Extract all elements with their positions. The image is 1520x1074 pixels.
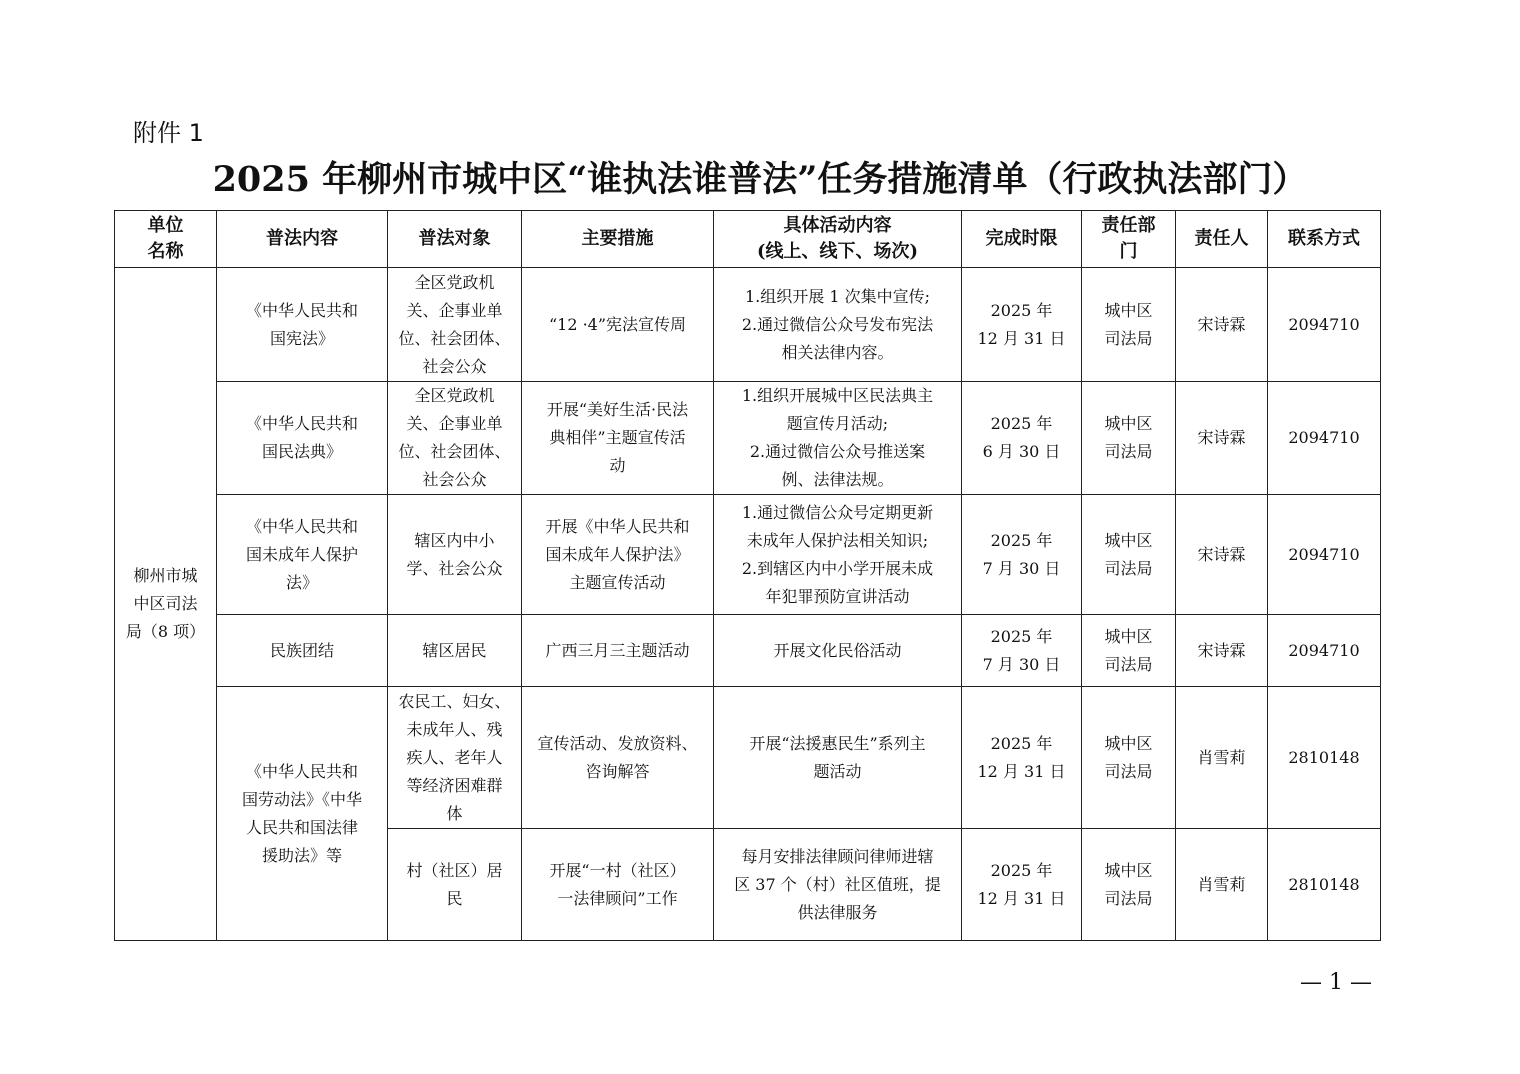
person-cell: 宋诗霖 bbox=[1176, 382, 1268, 495]
task-table bbox=[114, 210, 1381, 941]
target-cell-line: 疾人、老年人 bbox=[406, 747, 503, 767]
page-number: — 1 — bbox=[1300, 970, 1372, 995]
measures-cell bbox=[522, 382, 714, 495]
dept-cell bbox=[1082, 687, 1176, 829]
content-cell bbox=[217, 268, 388, 382]
header-row bbox=[115, 211, 1381, 268]
content-cell-line: 人民共和国法律 bbox=[245, 817, 358, 837]
person-cell: 宋诗霖 bbox=[1176, 495, 1268, 615]
activity-cell bbox=[714, 687, 962, 829]
dept-cell-line: 司法局 bbox=[1104, 654, 1153, 674]
target-cell-line: 辖区居民 bbox=[422, 640, 487, 660]
activity-cell-line: 开展“法援惠民生”系列主 bbox=[749, 733, 926, 753]
activity-cell bbox=[714, 615, 962, 687]
deadline-cell bbox=[962, 495, 1082, 615]
measures-cell bbox=[522, 495, 714, 615]
measures-cell-line: 国未成年人保护法》 bbox=[545, 544, 690, 564]
target-cell-line: 村（社区）居 bbox=[406, 860, 503, 880]
person-cell: 宋诗霖 bbox=[1176, 268, 1268, 382]
activity-cell bbox=[714, 495, 962, 615]
measures-cell-line: 动 bbox=[609, 456, 626, 475]
header-content: 普法内容 bbox=[217, 211, 388, 268]
measures-cell bbox=[522, 268, 714, 382]
measures-cell bbox=[522, 687, 714, 829]
activity-cell-line: 1.通过微信公众号定期更新 bbox=[741, 502, 934, 522]
deadline-cell-line: 7 月 30 日 bbox=[982, 654, 1061, 674]
content-cell bbox=[217, 687, 388, 941]
table-row bbox=[115, 268, 1381, 382]
unit-cell-line: 局（8 项） bbox=[125, 622, 206, 641]
dept-cell bbox=[1082, 382, 1176, 495]
person-cell: 宋诗霖 bbox=[1176, 615, 1268, 687]
deadline-cell bbox=[962, 382, 1082, 495]
deadline-cell-line: 6 月 30 日 bbox=[982, 442, 1061, 461]
dept-cell-line: 城中区 bbox=[1104, 626, 1153, 646]
measures-cell-line: 开展《中华人民共和 bbox=[545, 516, 690, 536]
dept-cell bbox=[1082, 829, 1176, 941]
content-cell bbox=[217, 615, 388, 687]
measures-cell-line: 宣传活动、发放资料、 bbox=[537, 733, 698, 753]
header-activity: 具体活动内容 (线上、线下、场次) bbox=[714, 211, 962, 268]
target-cell-line: 关、企事业单 bbox=[406, 414, 503, 433]
header-measures: 主要措施 bbox=[522, 211, 714, 268]
target-cell-line: 全区党政机 bbox=[414, 272, 495, 292]
target-cell bbox=[388, 615, 522, 687]
target-cell-line: 农民工、妇女、 bbox=[398, 691, 511, 711]
measures-cell-line: 开展“一村（社区） bbox=[549, 860, 686, 880]
target-cell bbox=[388, 495, 522, 615]
content-cell bbox=[217, 495, 388, 615]
deadline-cell-line: 12 月 31 日 bbox=[977, 761, 1066, 781]
content-cell-line: 法》 bbox=[285, 572, 318, 592]
header-unit: 单位 名称 bbox=[115, 211, 217, 268]
deadline-cell-line: 2025 年 bbox=[990, 733, 1053, 753]
activity-cell-line: 2.通过微信公众号发布宪法 bbox=[741, 314, 934, 334]
activity-cell-line: 区 37 个（村）社区值班，提 bbox=[734, 874, 941, 894]
dept-cell-line: 城中区 bbox=[1104, 860, 1153, 880]
content-cell-line: 《中华人民共和 bbox=[245, 414, 358, 433]
table-row bbox=[115, 687, 1381, 829]
unit-cell bbox=[115, 268, 217, 941]
activity-cell-line: 1.组织开展城中区民法典主 bbox=[741, 386, 934, 405]
header-dept: 责任部 门 bbox=[1082, 211, 1176, 268]
dept-cell bbox=[1082, 615, 1176, 687]
target-cell-line: 辖区内中小 bbox=[414, 530, 495, 550]
deadline-cell-line: 2025 年 bbox=[990, 860, 1053, 880]
target-cell bbox=[388, 687, 522, 829]
target-cell bbox=[388, 829, 522, 941]
person-cell: 肖雪莉 bbox=[1176, 687, 1268, 829]
target-cell-line: 全区党政机 bbox=[414, 386, 495, 405]
dept-cell-line: 城中区 bbox=[1104, 414, 1153, 433]
attachment-label: 附件 1 bbox=[133, 119, 204, 147]
measures-cell-line: 一法律顾问”工作 bbox=[557, 888, 678, 908]
target-cell-line: 未成年人、残 bbox=[406, 719, 503, 739]
target-cell-line: 学、社会公众 bbox=[406, 558, 503, 578]
measures-cell-line: 主题宣传活动 bbox=[569, 572, 666, 592]
deadline-cell-line: 7 月 30 日 bbox=[982, 558, 1061, 578]
dept-cell-line: 司法局 bbox=[1104, 761, 1153, 781]
content-cell-line: 国劳动法》《中华 bbox=[241, 789, 362, 809]
measures-cell-line: 咨询解答 bbox=[585, 761, 650, 781]
activity-cell-line: 相关法律内容。 bbox=[781, 342, 894, 362]
content-cell-line: 《中华人民共和 bbox=[245, 761, 358, 781]
activity-cell-line: 例、法律法规。 bbox=[781, 470, 894, 489]
contact-cell: 2094710 bbox=[1268, 268, 1381, 382]
activity-cell-line: 每月安排法律顾问律师进辖 bbox=[741, 846, 934, 866]
content-cell bbox=[217, 382, 388, 495]
target-cell-line: 关、企事业单 bbox=[406, 300, 503, 320]
dept-cell-line: 司法局 bbox=[1104, 442, 1153, 461]
deadline-cell-line: 2025 年 bbox=[990, 530, 1053, 550]
dept-cell bbox=[1082, 268, 1176, 382]
activity-cell-line: 开展文化民俗活动 bbox=[773, 640, 902, 660]
activity-cell-line: 未成年人保护法相关知识; bbox=[746, 530, 929, 550]
activity-cell-line: 年犯罪预防宣讲活动 bbox=[765, 586, 910, 606]
activity-cell-line: 供法律服务 bbox=[797, 902, 878, 922]
target-cell-line: 社会公众 bbox=[422, 356, 487, 376]
activity-cell-line: 1.组织开展 1 次集中宣传; bbox=[744, 286, 930, 306]
contact-cell: 2094710 bbox=[1268, 615, 1381, 687]
deadline-cell bbox=[962, 829, 1082, 941]
table-row bbox=[115, 495, 1381, 615]
table-row bbox=[115, 615, 1381, 687]
content-cell-line: 《中华人民共和 bbox=[245, 516, 358, 536]
content-cell-line: 国宪法》 bbox=[269, 328, 334, 348]
deadline-cell-line: 2025 年 bbox=[990, 626, 1053, 646]
content-cell-line: 援助法》等 bbox=[261, 845, 342, 865]
page-title: 2025 年柳州市城中区“谁执法谁普法”任务措施清单（行政执法部门） bbox=[212, 159, 1308, 200]
measures-cell-line: 开展“美好生活·民法 bbox=[546, 400, 689, 419]
dept-cell-line: 司法局 bbox=[1104, 328, 1153, 348]
measures-cell-line: 典相伴”主题宣传活 bbox=[549, 428, 686, 447]
target-cell bbox=[388, 382, 522, 495]
header-contact: 联系方式 bbox=[1268, 211, 1381, 268]
person-cell: 肖雪莉 bbox=[1176, 829, 1268, 941]
target-cell-line: 等经济困难群 bbox=[406, 775, 503, 795]
measures-cell-line: “12 ·4”宪法宣传周 bbox=[548, 314, 687, 334]
dept-cell-line: 城中区 bbox=[1104, 530, 1153, 550]
contact-cell: 2810148 bbox=[1268, 687, 1381, 829]
deadline-cell-line: 2025 年 bbox=[990, 300, 1053, 320]
activity-cell bbox=[714, 382, 962, 495]
deadline-cell-line: 2025 年 bbox=[990, 414, 1053, 433]
dept-cell-line: 司法局 bbox=[1104, 888, 1153, 908]
target-cell bbox=[388, 268, 522, 382]
activity-cell-line: 2.到辖区内中小学开展未成 bbox=[741, 558, 934, 578]
target-cell-line: 位、社会团体、 bbox=[398, 442, 511, 461]
dept-cell-line: 城中区 bbox=[1104, 300, 1153, 320]
target-cell-line: 社会公众 bbox=[422, 470, 487, 489]
contact-cell: 2094710 bbox=[1268, 382, 1381, 495]
measures-cell bbox=[522, 829, 714, 941]
target-cell-line: 位、社会团体、 bbox=[398, 328, 511, 348]
target-cell-line: 体 bbox=[446, 803, 463, 823]
activity-cell-line: 题宣传月活动; bbox=[786, 414, 889, 433]
header-person: 责任人 bbox=[1176, 211, 1268, 268]
activity-cell bbox=[714, 829, 962, 941]
header-target: 普法对象 bbox=[388, 211, 522, 268]
activity-cell-line: 2.通过微信公众号推送案 bbox=[749, 442, 926, 461]
header-deadline: 完成时限 bbox=[962, 211, 1082, 268]
deadline-cell-line: 12 月 31 日 bbox=[977, 888, 1066, 908]
deadline-cell bbox=[962, 687, 1082, 829]
contact-cell: 2094710 bbox=[1268, 495, 1381, 615]
measures-cell-line: 广西三月三主题活动 bbox=[545, 640, 690, 660]
content-cell-line: 国民法典》 bbox=[261, 442, 342, 461]
dept-cell-line: 司法局 bbox=[1104, 558, 1153, 578]
content-cell-line: 《中华人民共和 bbox=[245, 300, 358, 320]
unit-cell-line: 柳州市城 bbox=[133, 566, 198, 585]
content-cell-line: 国未成年人保护 bbox=[245, 544, 358, 564]
deadline-cell bbox=[962, 268, 1082, 382]
table-row bbox=[115, 382, 1381, 495]
measures-cell bbox=[522, 615, 714, 687]
deadline-cell bbox=[962, 615, 1082, 687]
dept-cell bbox=[1082, 495, 1176, 615]
deadline-cell-line: 12 月 31 日 bbox=[977, 328, 1066, 348]
dept-cell-line: 城中区 bbox=[1104, 733, 1153, 753]
content-cell-line: 民族团结 bbox=[269, 640, 334, 660]
target-cell-line: 民 bbox=[446, 888, 463, 908]
contact-cell: 2810148 bbox=[1268, 829, 1381, 941]
table-body bbox=[115, 268, 1381, 941]
activity-cell-line: 题活动 bbox=[813, 761, 862, 781]
unit-cell-line: 中区司法 bbox=[133, 594, 198, 613]
activity-cell bbox=[714, 268, 962, 382]
